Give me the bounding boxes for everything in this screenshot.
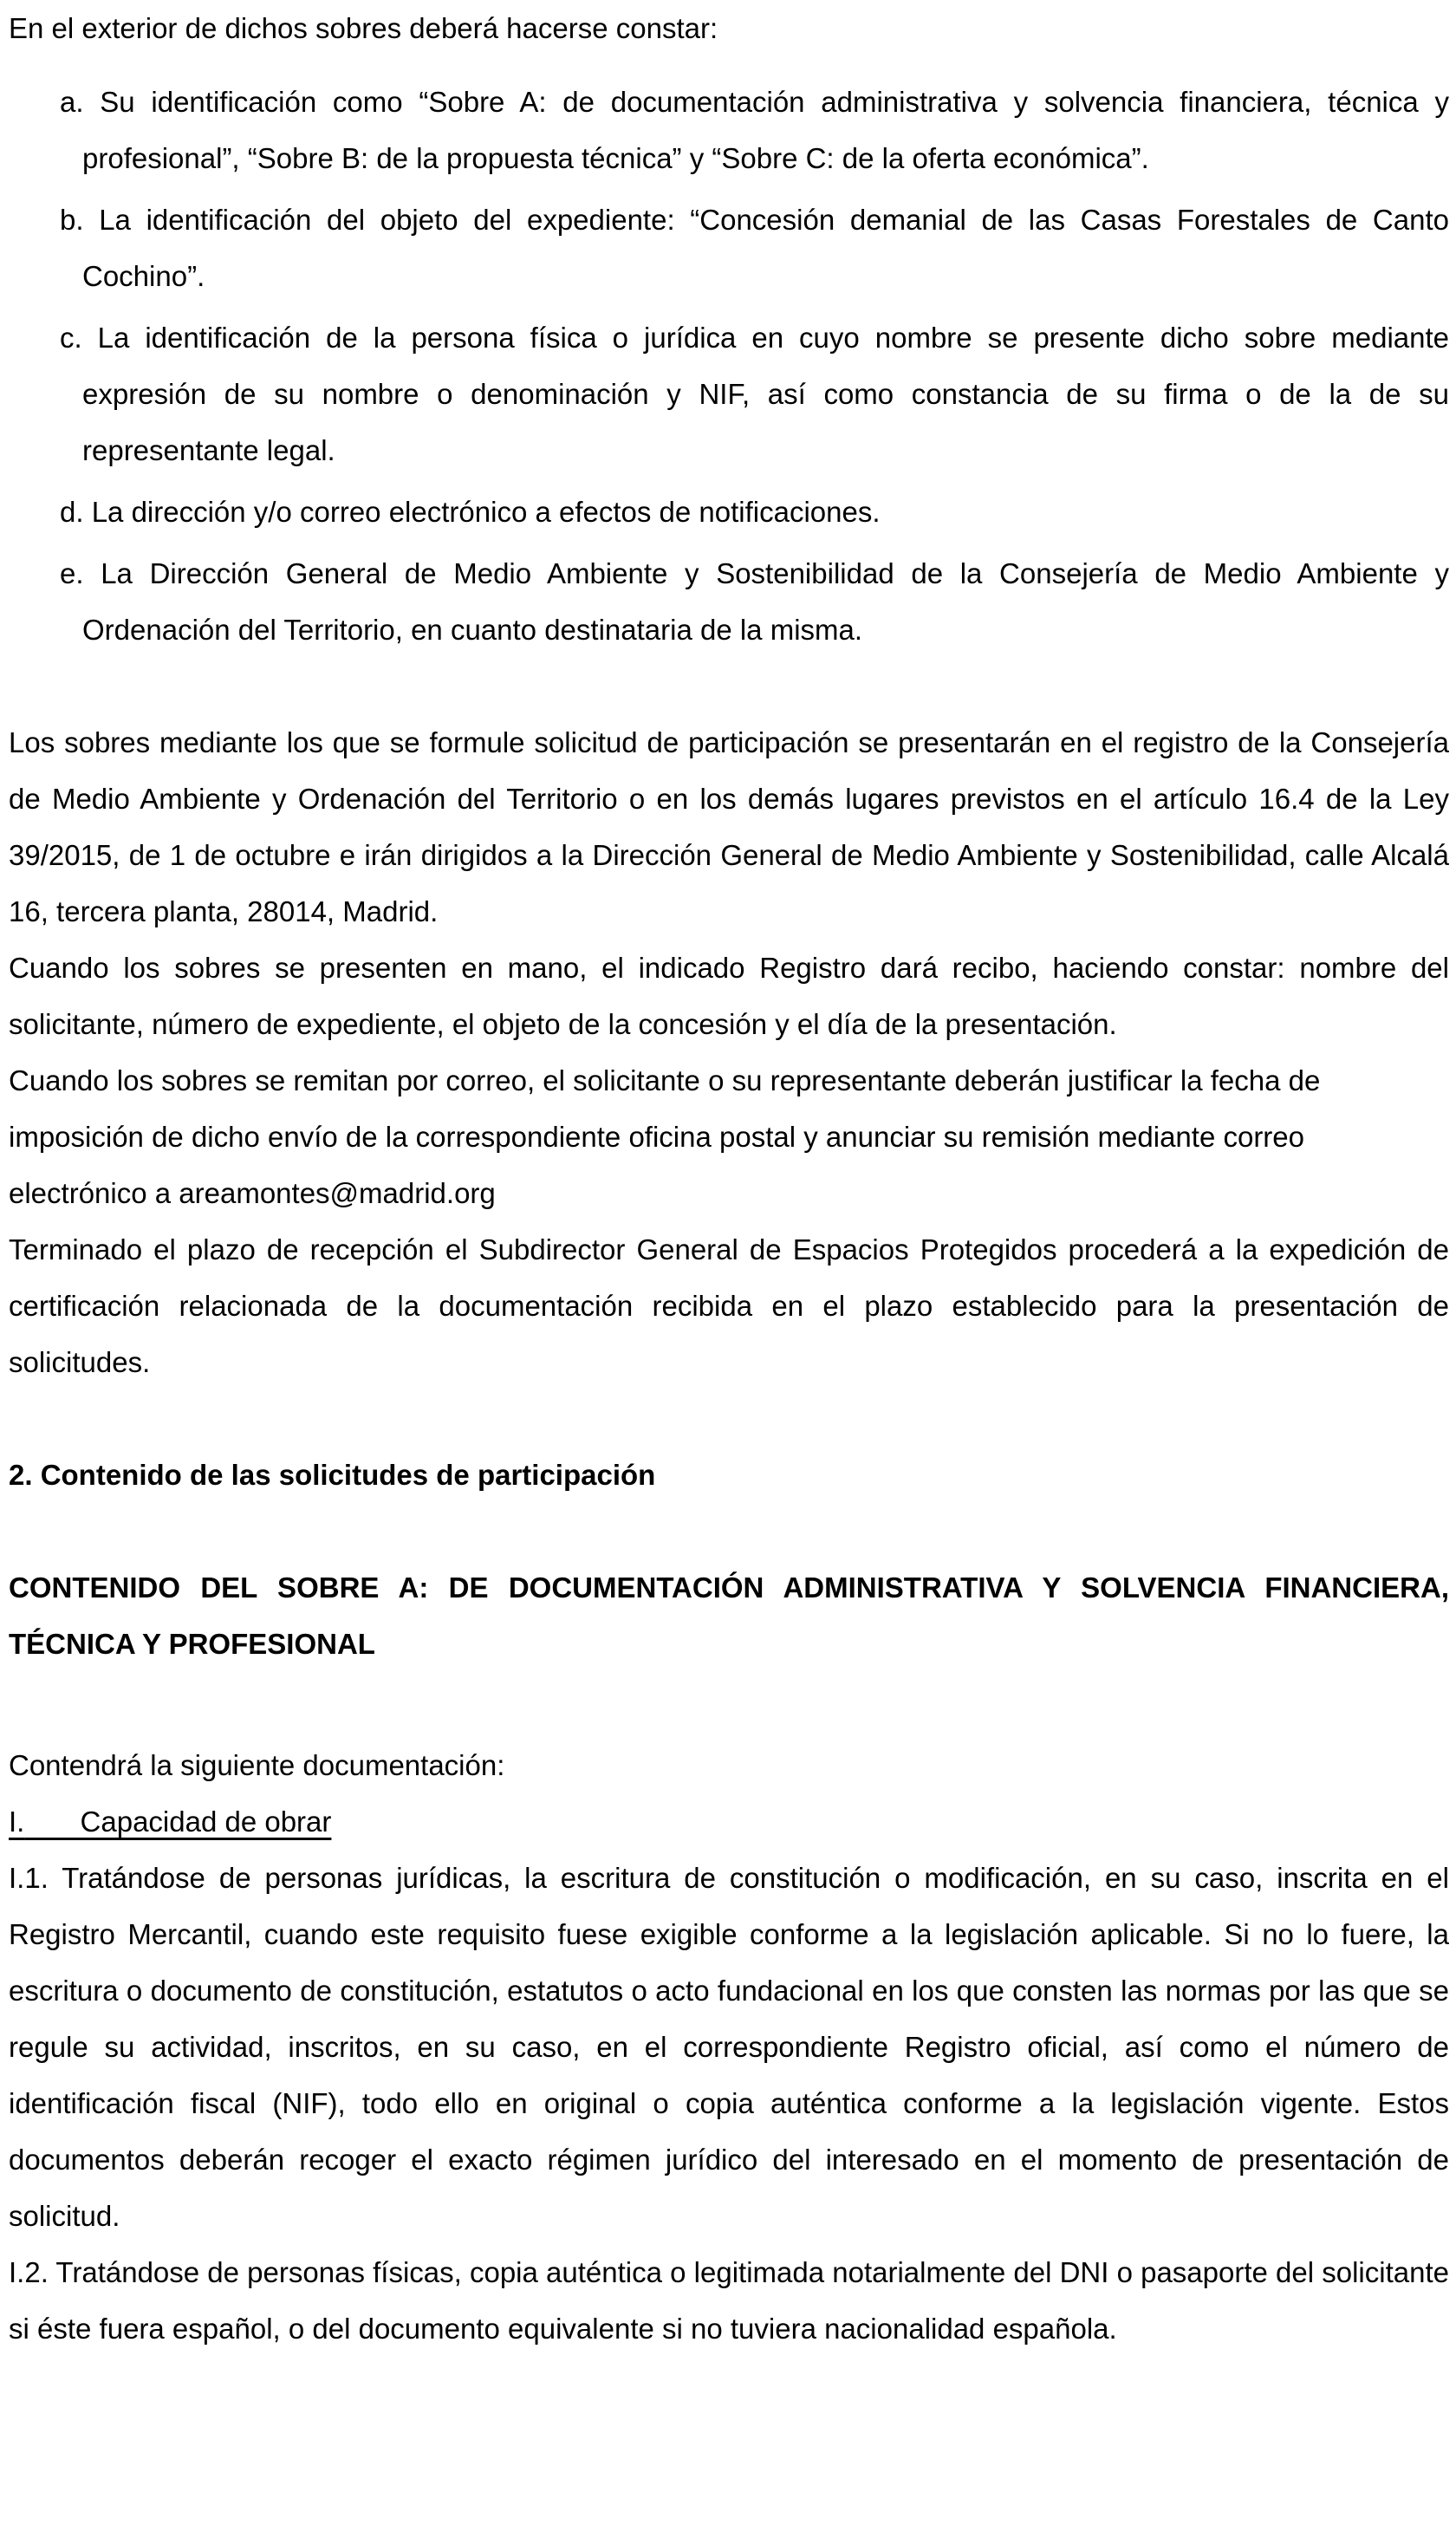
- paragraph-presentacion-mano: Cuando los sobres se presenten en mano, el indicado Registro dará recibo, haciendo constar: nombre del solicitante, número de expediente, el objeto de la concesión y el día de la presentación.: [9, 952, 1449, 1040]
- paragraph-contendra: Contendrá la siguiente documentación:: [9, 1749, 505, 1781]
- paragraph-i1: I.1. Tratándose de personas jurídicas, la escritura de constitución o modificación, en su caso, inscrita en el Registro Mercantil, cuando este requisito fuese exigible conforme a la legislación aplicable. Si no lo fuere, la escritura o documento de constitución, estatutos o acto fundacional en los que consten las normas por las que se regule su actividad, inscritos, en su caso, en el correspondiente Registro oficial, así como el número de identificación fiscal (NIF), todo ello en original o copia auténtica conforme a la legislación vigente. Estos documentos deberán recoger el exacto régimen jurídico del interesado en el momento de presentación de solicitud.: [9, 1862, 1449, 2232]
- list-item: [9, 309, 1449, 478]
- capacidad-numeral: I.: [9, 1806, 25, 1838]
- intro-paragraph: En el exterior de dichos sobres deberá hacerse constar:: [9, 12, 718, 44]
- list-item-text: La identificación del objeto del expediente: “Concesión demanial de las Casas Forestales de Canto Cochino”.: [82, 204, 1449, 292]
- numeral-gap: [24, 1806, 80, 1838]
- section-heading-contenido-solicitudes: 2. Contenido de las solicitudes de participación: [9, 1459, 656, 1491]
- paragraph-terminado-plazo: Terminado el plazo de recepción el Subdirector General de Espacios Protegidos procederá a la expedición de certificación relacionada de la documentación recibida en el plazo establecido para la presentación de solicitudes.: [9, 1233, 1449, 1378]
- paragraph-remision-correo-text: Cuando los sobres se remitan por correo, el solicitante o su representante deberán justificar la fecha de imposición de dicho envío de la correspondiente oficina postal y anunciar su remisión mediante correo electrónico a: [9, 1064, 1321, 1209]
- capacidad-title: Capacidad de obrar: [80, 1806, 332, 1838]
- list-item-marker: e.: [60, 557, 84, 589]
- heading-contenido-sobre-a: CONTENIDO DEL SOBRE A: DE DOCUMENTACIÓN ADMINISTRATIVA Y SOLVENCIA FINANCIERA, TÉCNICA Y PROFESIONAL: [9, 1571, 1449, 1660]
- email-address: areamontes@madrid.org: [179, 1177, 496, 1209]
- subsection-heading-capacidad-de-obrar: [9, 1793, 1449, 1850]
- envelope-requirements-list: [9, 74, 1449, 658]
- capacidad-underlined-text: [9, 1806, 331, 1838]
- list-item-marker: a.: [60, 86, 84, 118]
- list-item-marker: c.: [60, 322, 82, 354]
- list-item: [9, 192, 1449, 304]
- list-item: [9, 545, 1449, 658]
- list-item-text: La identificación de la persona física o jurídica en cuyo nombre se presente dicho sobre mediante expresión de su nombre o denominación y NIF, así como constancia de su firma o de la de su representante legal.: [82, 322, 1449, 466]
- list-item-text: La Dirección General de Medio Ambiente y Sostenibilidad de la Consejería de Medio Ambiente y Ordenación del Territorio, en cuanto destinataria de la misma.: [82, 557, 1449, 646]
- list-item-marker: d.: [60, 496, 84, 528]
- list-item-text: Su identificación como “Sobre A: de documentación administrativa y solvencia financiera, técnica y profesional”, “Sobre B: de la propuesta técnica” y “Sobre C: de la oferta económica”.: [82, 86, 1449, 174]
- paragraph-registro: Los sobres mediante los que se formule solicitud de participación se presentarán en el registro de la Consejería de Medio Ambiente y Ordenación del Territorio o en los demás lugares previstos en el artículo 16.4 de la Ley 39/2015, de 1 de octubre e irán dirigidos a la Dirección General de Medio Ambiente y Sostenibilidad, calle Alcalá 16, tercera planta, 28014, Madrid.: [9, 726, 1449, 927]
- paragraph-i2: I.2. Tratándose de personas físicas, copia auténtica o legitimada notarialmente del DNI o pasaporte del solicitante si éste fuera español, o del documento equivalente si no tuviera nacionalidad española.: [9, 2256, 1449, 2345]
- document-page: [9, 0, 1449, 2357]
- list-item-text: La dirección y/o correo electrónico a efectos de notificaciones.: [91, 496, 881, 528]
- list-item: [9, 74, 1449, 186]
- paragraph-remision-correo: [9, 1052, 1449, 1221]
- list-item-marker: b.: [60, 204, 84, 236]
- list-item: [9, 484, 1449, 540]
